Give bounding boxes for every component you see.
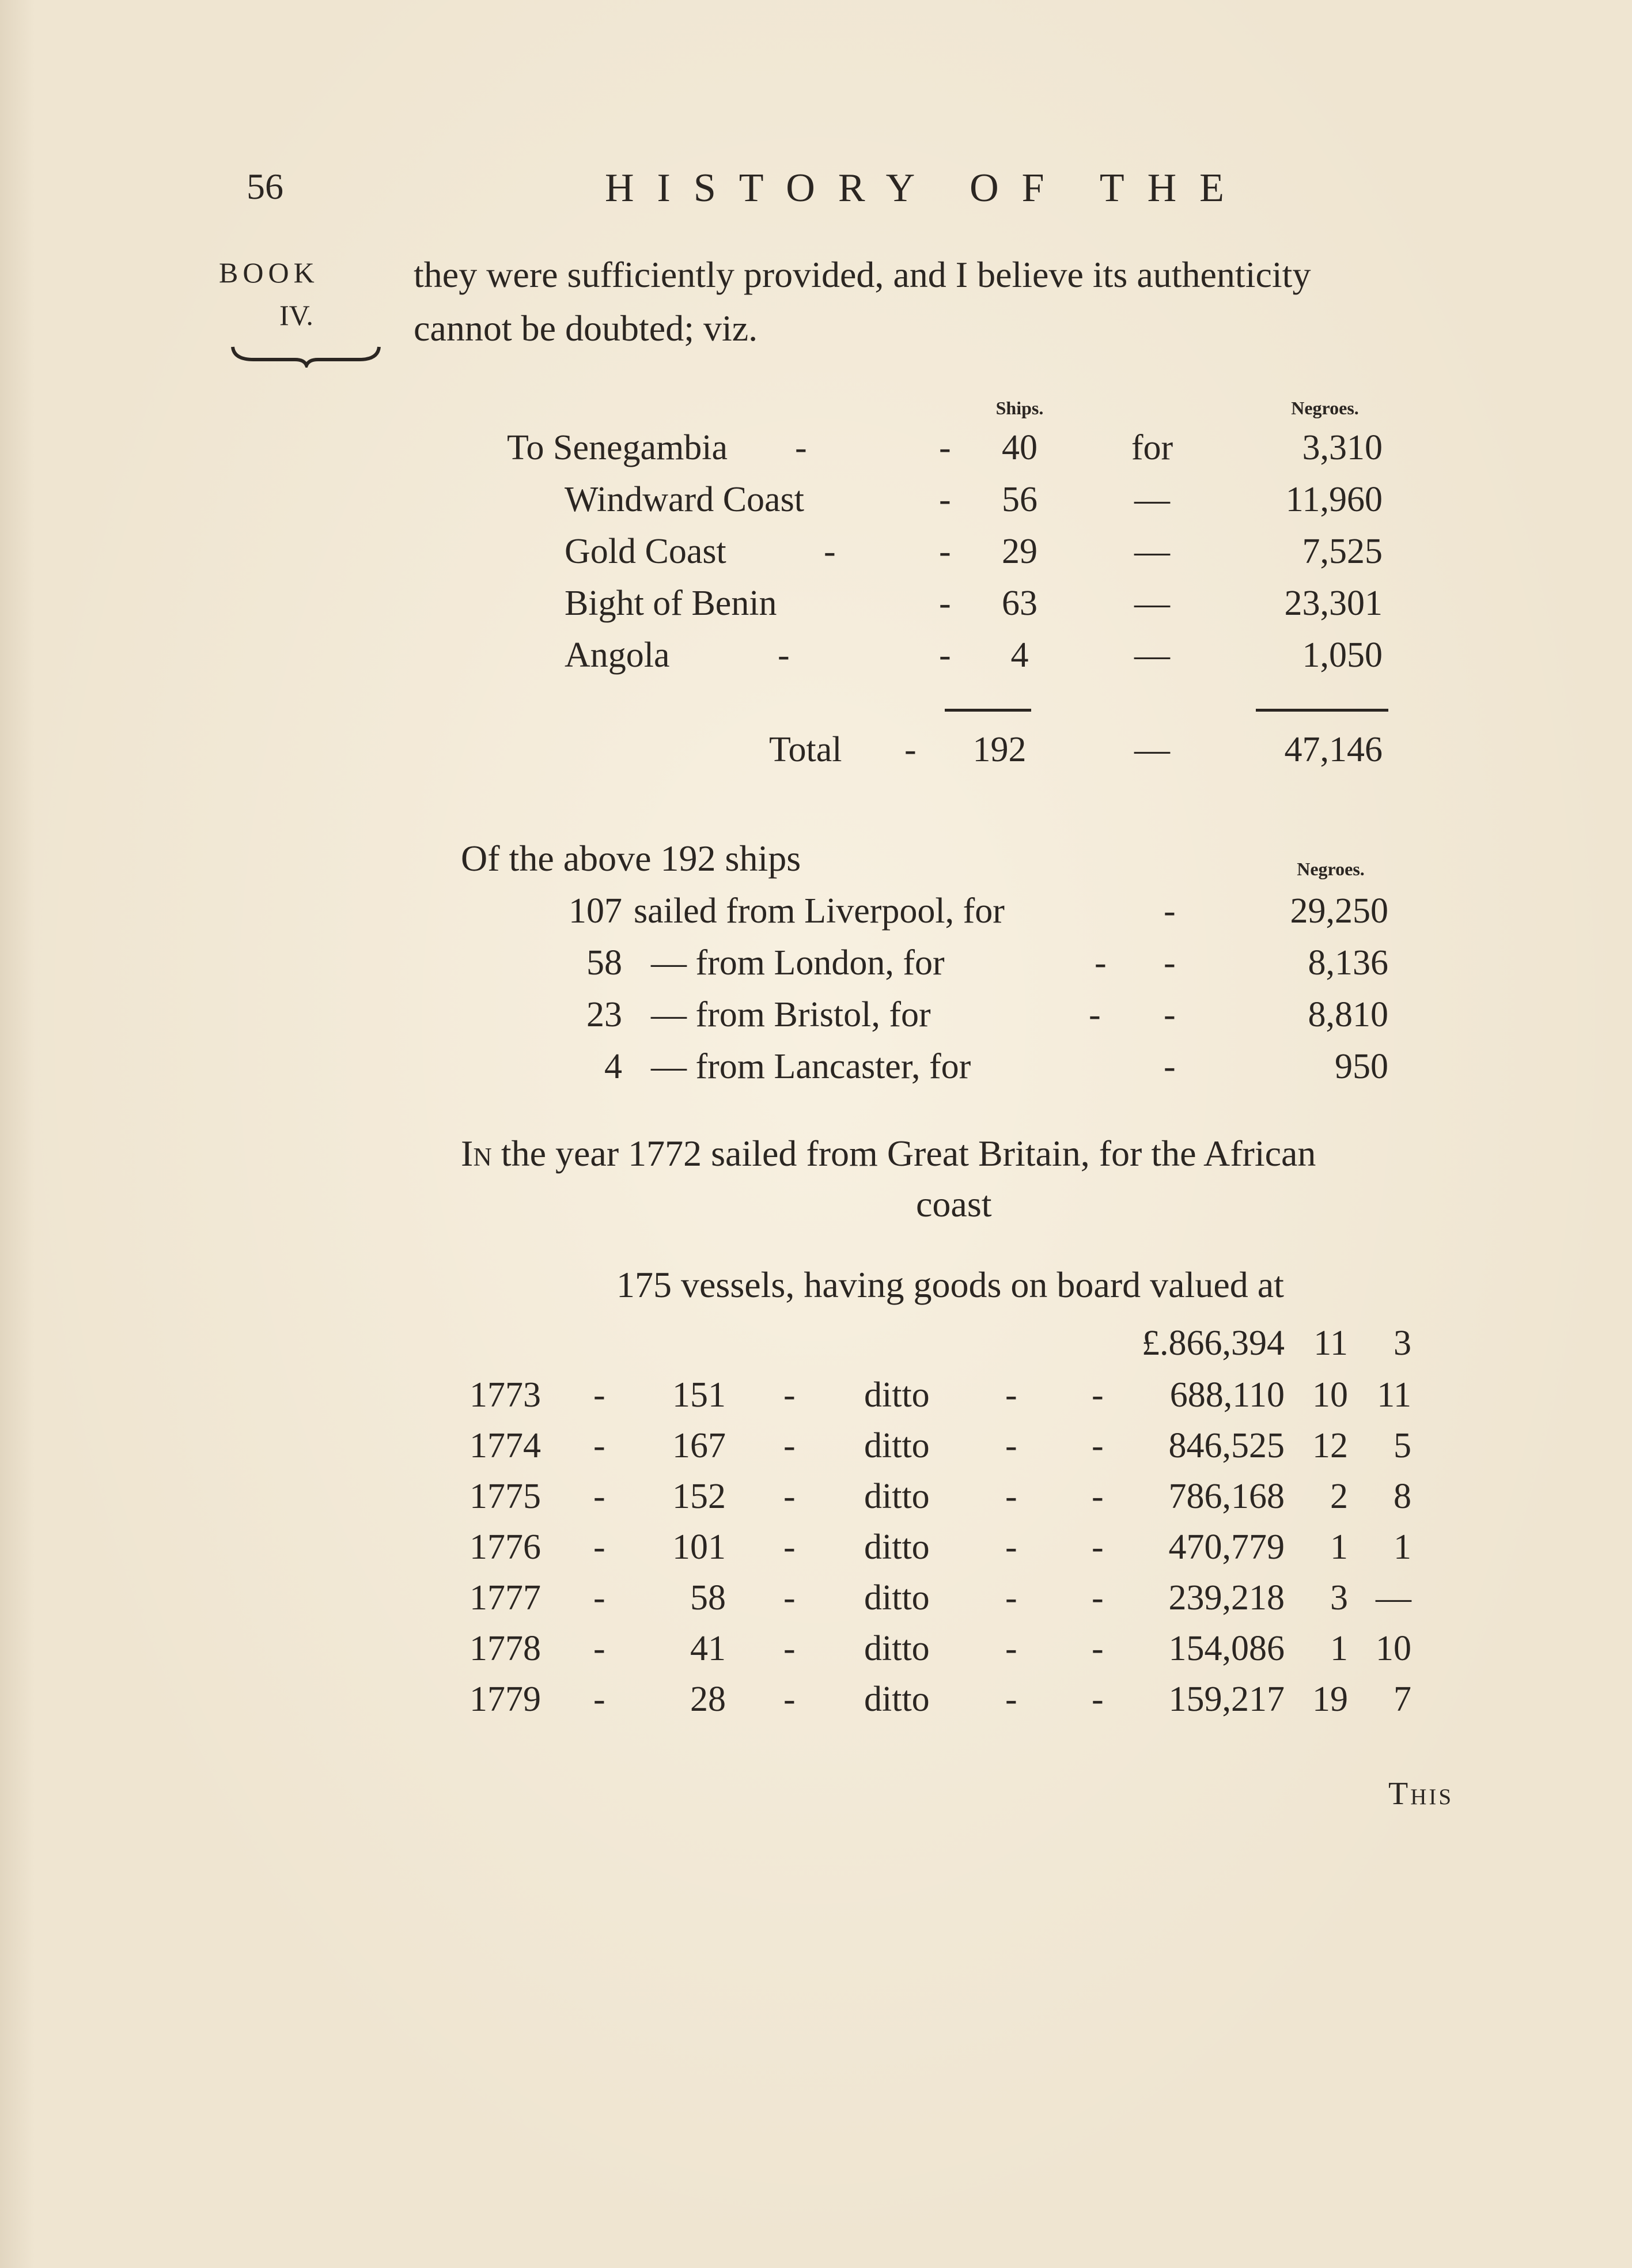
separator-cell: — [1134,636,1170,675]
vessels-cell: 58 [690,1578,726,1617]
total-label: Total [769,730,842,769]
ships-cell: 29 [1002,532,1037,571]
vessels-cell: 101 [672,1528,726,1567]
shillings-cell: 1 [1330,1629,1348,1668]
pounds-cell: £.866,394 [1142,1324,1285,1363]
pence-cell: 3 [1394,1324,1411,1363]
destination-cell: Windward Coast [565,480,804,519]
port-text: — from London, for [651,943,945,982]
ships-count: 107 [569,891,622,931]
port-text: — from Lancaster, for [651,1047,971,1086]
negroes-column-header: Negroes. [1291,398,1359,418]
shillings-cell: 12 [1312,1426,1348,1465]
pence-cell: 11 [1377,1375,1411,1415]
pounds-cell: 154,086 [1168,1629,1285,1668]
pence-cell: 8 [1394,1477,1411,1516]
shillings-cell: 10 [1312,1375,1348,1415]
leader-dash: - [939,636,951,675]
pence-cell: 1 [1394,1528,1411,1567]
leader-dash: - [939,428,951,467]
port-text: sailed from Liverpool, for [634,891,1005,931]
vessels-paragraph-line-1 [461,1135,1316,1172]
pence-cell: 10 [1376,1629,1411,1668]
leader-dash: - [824,532,836,571]
ships-column-header: Ships. [995,398,1044,418]
ditto-cell: ditto [864,1426,930,1465]
ships-count: 58 [586,943,622,982]
shillings-cell: 11 [1313,1324,1348,1363]
ditto-cell: ditto [864,1629,930,1668]
leader-dash: - [939,584,951,623]
ports-intro: Of the above 192 ships [461,838,801,879]
port-text: — from Bristol, for [651,995,931,1034]
shillings-cell: 1 [1330,1528,1348,1567]
sum-rule [1256,709,1388,712]
intro-line-2: cannot be doubted; viz. [414,308,758,349]
separator-cell: — [1134,730,1170,769]
shillings-cell: 19 [1312,1680,1348,1719]
negroes-cell: 950 [1335,1047,1388,1086]
vessels-first-line: 175 vessels, having goods on board valued at [616,1264,1284,1305]
negroes-cell: 1,050 [1302,636,1383,675]
ships-cell: 63 [1002,584,1037,623]
book-page: 56 HISTORY OF THE BOOK IV. they were sufficiently provided, and I believe its authenticity cannot be doubted; viz. Ships. Negroes. To Senegambia - - 40 for 3,310 Windward Coast - 56 — 11,960 Gold Coast - - 29 — 7,525 Bight of Benin - 63 — 23,301 Angola - - 4 — 1,050 Total - 192 — 47,146 Of the above 192 ships Negroes. 107 sailed from Liverpool, for - 29,250 58 — from London, for - - 8,136 23 — from Bristol, for - - 8,810 4 — from Lancaster, for - 950 In the year 1772 sailed from Great Britain, for the African coast 175 vessels, having goods on board valued at £.866,394 11 3 1773 - 151 - ditto - - 688,110 10 11 1774 - 167 - ditto - - 846,525 12 5 1775 - 152 - ditto - - 786,168 2 8 1776 - 101 - ditto - - 470,779 1 1 1777 - 58 - ditto - - 239,218 3 — 1778 - 41 - ditto - - 154,086 1 10 1779 - 28 - ditto - - 159,217 19 7 This [219,166,1454,1812]
negroes-cell: 23,301 [1284,584,1383,623]
pounds-cell: 470,779 [1168,1528,1285,1567]
negroes-cell: 8,810 [1308,995,1388,1034]
ditto-cell: ditto [864,1528,930,1567]
vessels-paragraph-line-2: coast [916,1184,992,1224]
pence-cell: 7 [1394,1680,1411,1719]
ships-cell: 40 [1002,428,1037,467]
leader-dash: - [1095,943,1107,982]
paragraph-text: the year 1772 sailed from Great Britain, for the African [491,1133,1316,1174]
leader-dash: - [939,532,951,571]
sidenote-volume: IV. [279,299,313,331]
sidenote-brace-icon [230,345,381,368]
year-cell: 1778 [469,1629,541,1668]
negroes-cell: 3,310 [1302,428,1383,467]
pounds-cell: 159,217 [1168,1680,1285,1719]
separator-cell: for [1131,428,1173,467]
small-caps-in: In [461,1133,492,1174]
leader-dash: - [904,730,917,769]
ships-count: 23 [586,995,622,1034]
ditto-cell: ditto [864,1477,930,1516]
shillings-cell: 2 [1330,1477,1348,1516]
leader-dash: - [1089,995,1101,1034]
ships-cell: 56 [1002,480,1037,519]
year-cell: 1775 [469,1477,541,1516]
ditto-cell: ditto [864,1578,930,1617]
pounds-cell: 786,168 [1168,1477,1285,1516]
destination-cell: Gold Coast [565,532,726,571]
vessels-cell: 152 [672,1477,726,1516]
negroes-cell: 7,525 [1302,532,1383,571]
page-number: 56 [247,166,283,207]
destination-cell: Bight of Benin [565,584,777,623]
separator-cell: — [1134,584,1170,623]
leader-dash: - [939,480,951,519]
leader-dash: - [778,636,790,675]
year-cell: 1774 [469,1426,541,1465]
ditto-cell: ditto [864,1375,930,1415]
negroes-cell: 29,250 [1290,891,1388,931]
separator-cell: — [1134,532,1170,571]
sum-rule [945,709,1031,712]
pounds-cell: 688,110 [1169,1375,1285,1415]
total-ships: 192 [972,730,1027,769]
catchword: This [1388,1776,1454,1812]
year-cell: 1776 [469,1528,541,1567]
year-cell: 1779 [469,1680,541,1719]
negroes-cell: 11,960 [1285,480,1383,519]
pounds-cell: 846,525 [1168,1426,1285,1465]
leader-dash: - [1164,891,1176,931]
leader-dash: - [795,428,807,467]
total-negroes: 47,146 [1284,730,1383,769]
year-cell: 1777 [469,1578,541,1617]
vessels-cell: 28 [690,1680,726,1719]
destination-cell: Angola [565,636,670,675]
negroes-cell: 8,136 [1308,943,1388,982]
leader-dash: - [1164,943,1176,982]
ditto-cell: ditto [864,1680,930,1719]
leader-dash: - [1164,995,1176,1034]
separator-cell: — [1134,480,1170,519]
sidenote-book: BOOK [219,256,319,289]
ships-count: 4 [604,1047,622,1086]
running-title: HISTORY OF THE [605,166,1247,210]
shillings-cell: 3 [1330,1578,1348,1617]
intro-line-1: they were sufficiently provided, and I believe its authenticity [414,254,1311,295]
pence-cell: 5 [1394,1426,1411,1465]
pounds-cell: 239,218 [1168,1578,1285,1617]
vessels-cell: 167 [672,1426,726,1465]
ports-negroes-column-header: Negroes. [1297,859,1365,879]
pence-cell: — [1376,1578,1411,1617]
vessels-cell: 151 [672,1375,726,1415]
ships-cell: 4 [1010,636,1029,675]
year-cell: 1773 [469,1375,541,1415]
leader-dash: - [1164,1047,1176,1086]
destination-cell: To Senegambia [507,428,728,467]
vessels-cell: 41 [690,1629,726,1668]
